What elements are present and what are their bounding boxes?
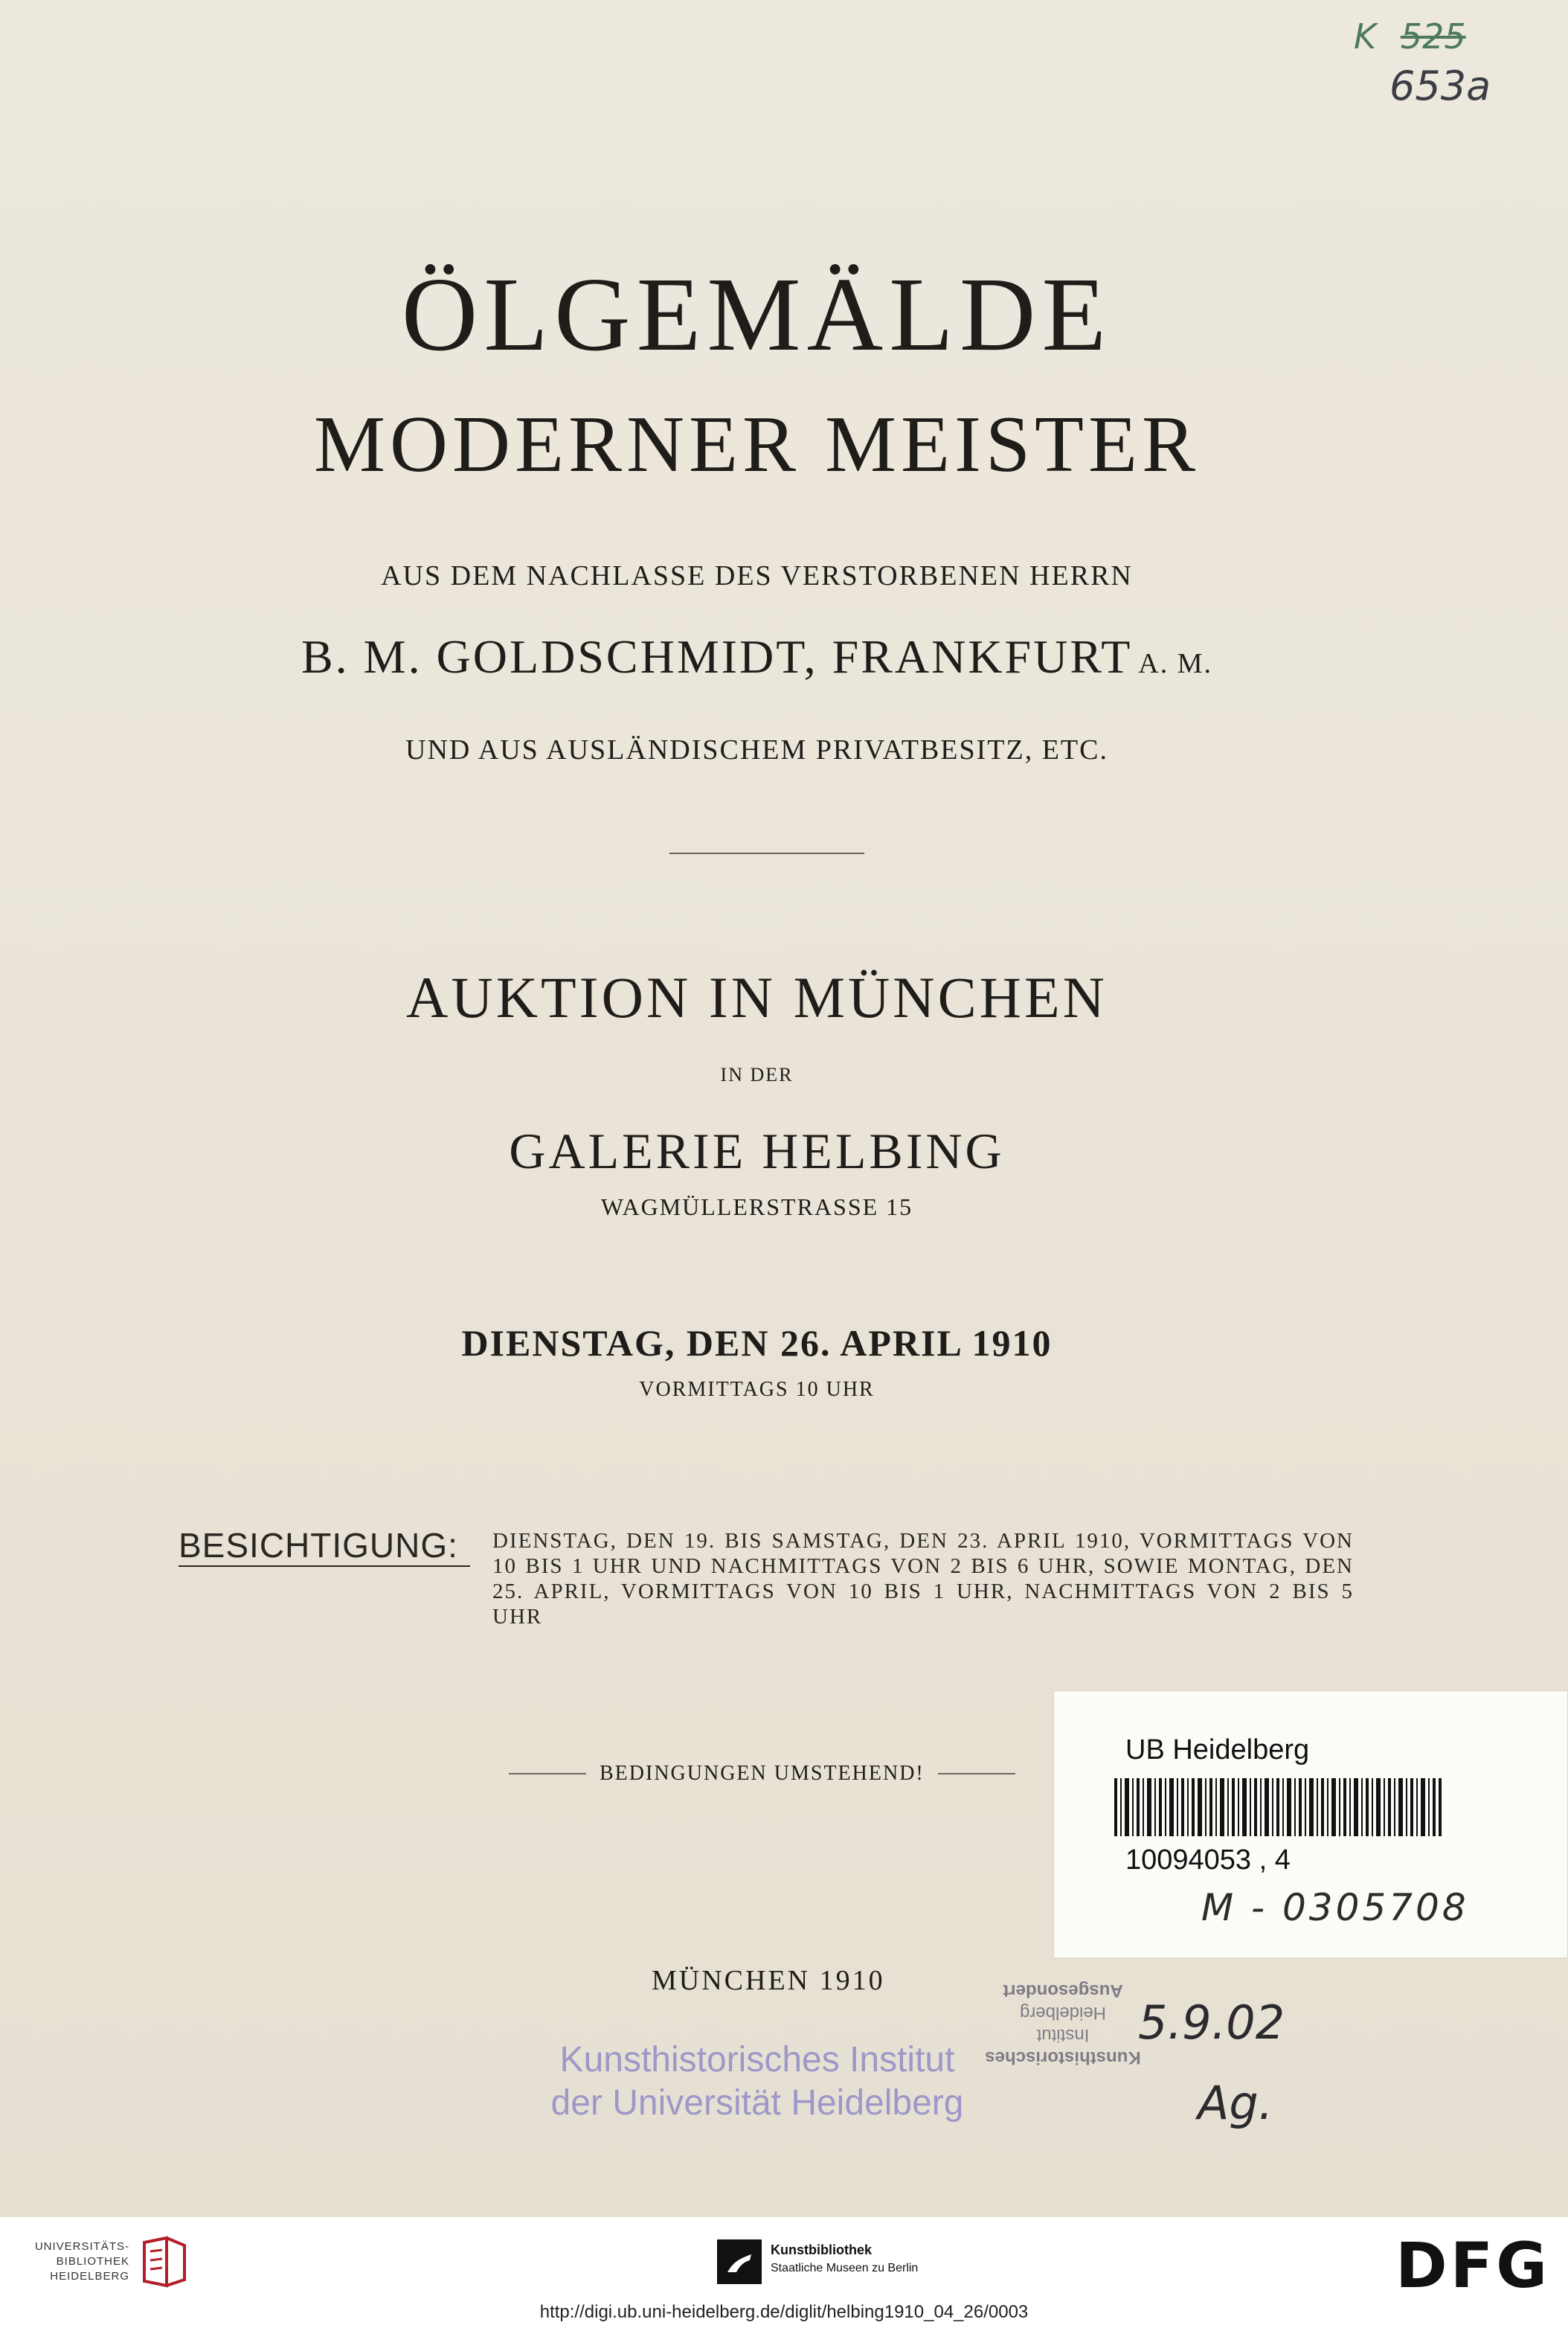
title-line-2: MODERNER MEISTER bbox=[313, 400, 1201, 489]
handwritten-shelfmark: 653a bbox=[1389, 62, 1491, 109]
viewing-label-underline bbox=[179, 1565, 470, 1567]
auction-date: DIENSTAG, DEN 26. APRIL 1910 bbox=[461, 1322, 1053, 1364]
kunstbibliothek-subtitle: Staatliche Museen zu Berlin bbox=[771, 2262, 919, 2274]
handwritten-corner-note bbox=[1354, 16, 1466, 57]
ub-footer-logo bbox=[10, 2239, 129, 2284]
handwritten-k: K bbox=[1354, 16, 1377, 57]
viewing-schedule: DIENSTAG, DEN 19. BIS SAMSTAG, DEN 23. APRIL 1910, VORMITTAGS VON 10 BIS 1 UHR UND NACHMITTAGS VON 2 BIS 6 UHR, SOWIE MONTAG, DEN 25. APRIL, VORMITTAGS VON 10 BIS 1 UHR, NACHMITTAGS VON 2 BIS 5 UHR bbox=[492, 1529, 1354, 1629]
separator-rule bbox=[669, 853, 864, 854]
imprint: MÜNCHEN 1910 bbox=[652, 1965, 885, 1996]
mirrored-stamp-line-2: Institut bbox=[1036, 2025, 1090, 2045]
viewing-label: BESICHTIGUNG: bbox=[179, 1526, 458, 1565]
library-handwritten-number: M - 0305708 bbox=[1201, 1886, 1469, 1929]
subtitle-line-3: UND AUS AUSLÄNDISCHEM PRIVATBESITZ, ETC. bbox=[405, 734, 1108, 766]
institute-stamp-line-1: Kunsthistorisches Institut bbox=[559, 2040, 955, 2080]
gallery-address: WAGMÜLLERSTRASSE 15 bbox=[600, 1193, 913, 1220]
conditions-line bbox=[509, 1762, 1037, 1786]
conditions-text: BEDINGUNGEN UMSTEHEND! bbox=[600, 1762, 925, 1785]
dfg-logo: DFG bbox=[1395, 2229, 1551, 2302]
auction-heading: AUKTION IN MÜNCHEN bbox=[406, 965, 1108, 1030]
collector-city-suffix: A. M. bbox=[1138, 648, 1213, 679]
collector-name: B. M. GOLDSCHMIDT, FRANKFURT bbox=[301, 630, 1133, 683]
library-name: UB Heidelberg bbox=[1125, 1734, 1310, 1766]
mirrored-discard-stamp bbox=[979, 1979, 1147, 2068]
ub-footer-logo-line-1: UNIVERSITÄTS- bbox=[34, 2240, 129, 2253]
auction-in-der: IN DER bbox=[720, 1064, 794, 1086]
mirrored-stamp-line-4: Ausgesondert bbox=[1003, 1981, 1123, 2001]
gallery-name: GALERIE HELBING bbox=[509, 1123, 1005, 1179]
conditions-rule-left bbox=[509, 1773, 586, 1774]
digitization-footer bbox=[0, 2217, 1568, 2328]
auction-time: VORMITTAGS 10 UHR bbox=[639, 1378, 875, 1401]
handwritten-initials: Ag. bbox=[1198, 2076, 1273, 2130]
ub-footer-logo-line-2: BIBLIOTHEK bbox=[56, 2255, 129, 2268]
mirrored-stamp-line-1: Kunsthistorisches bbox=[985, 2048, 1141, 2068]
institute-stamp-line-2: der Universität Heidelberg bbox=[550, 2083, 964, 2123]
mirrored-stamp-line-3: Heidelberg bbox=[1019, 2003, 1107, 2023]
barcode bbox=[1114, 1778, 1442, 1836]
institute-stamp bbox=[549, 2039, 965, 2125]
library-number: 10094053 , 4 bbox=[1125, 1844, 1291, 1876]
conditions-rule-right bbox=[938, 1773, 1015, 1774]
ub-footer-logo-line-3: HEIDELBERG bbox=[50, 2270, 129, 2283]
kunstbibliothek-logo-icon bbox=[717, 2239, 762, 2284]
title-line-1: ÖLGEMÄLDE bbox=[401, 255, 1113, 373]
handwritten-struck-number: 525 bbox=[1400, 16, 1466, 57]
ub-logo-icon bbox=[137, 2235, 189, 2290]
source-url[interactable]: http://digi.ub.uni-heidelberg.de/diglit/helbing1910_04_26/0003 bbox=[539, 2302, 1029, 2322]
handwritten-date: 5.9.02 bbox=[1138, 1995, 1285, 2050]
kunstbibliothek-title: Kunstbibliothek bbox=[771, 2242, 872, 2257]
subtitle-line-1: AUS DEM NACHLASSE DES VERSTORBENEN HERRN bbox=[381, 560, 1133, 591]
subtitle-line-2 bbox=[0, 629, 1514, 684]
